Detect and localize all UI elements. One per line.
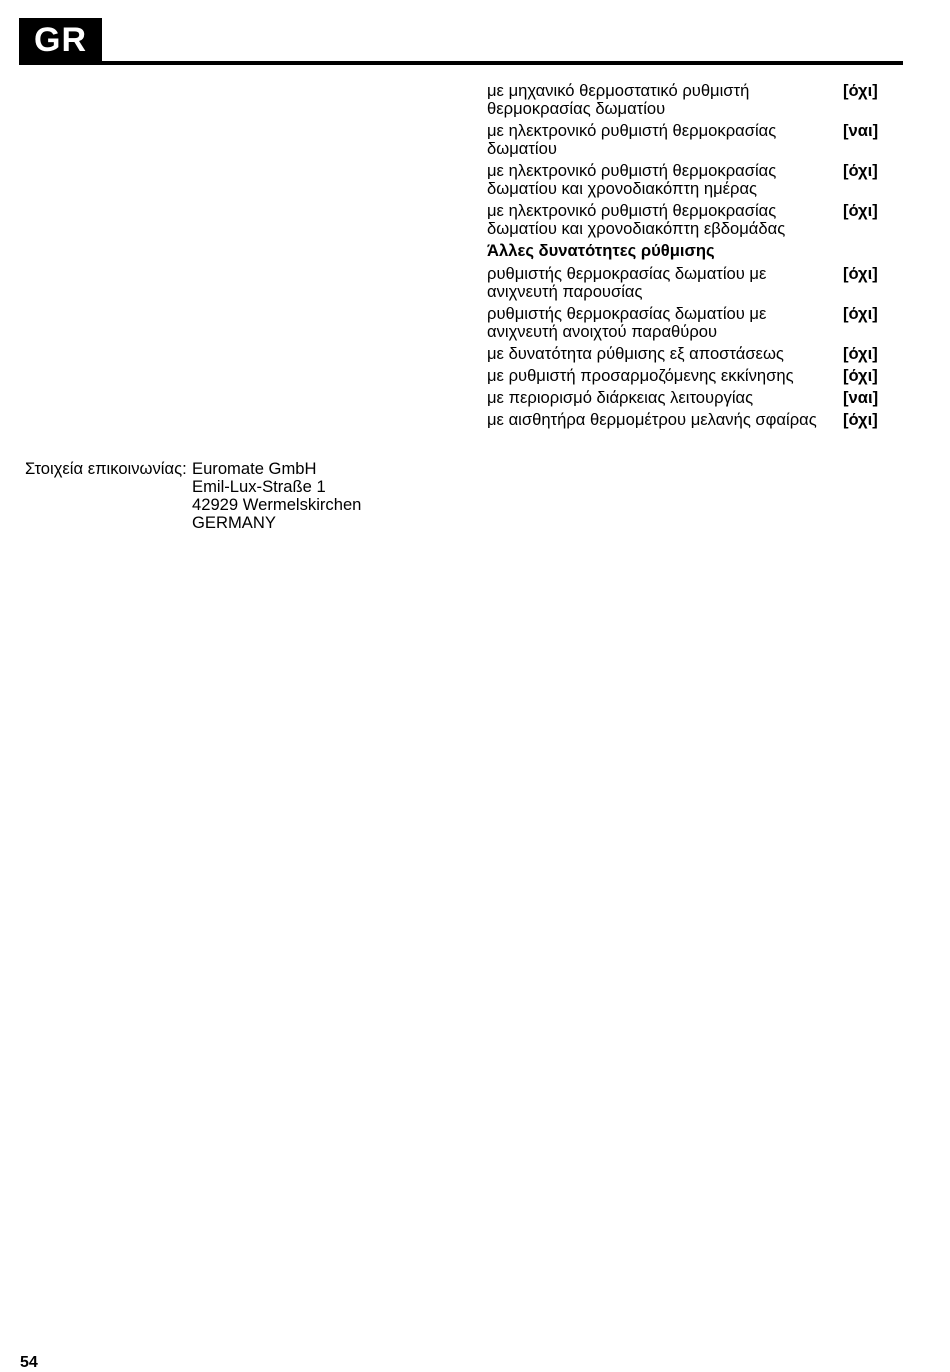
feature-label: με δυνατότητα ρύθμισης εξ αποστάσεως [487, 344, 784, 363]
feature-value: [όχι] [843, 304, 878, 323]
feature-row [487, 367, 887, 385]
feature-value: [όχι] [843, 81, 878, 100]
feature-label: με ηλεκτρονικό ρυθμιστή θερμοκρασίας δωματίου [487, 121, 777, 158]
contact-details [25, 460, 361, 532]
feature-row [487, 411, 887, 429]
feature-label: με ρυθμιστή προσαρμοζόμενης εκκίνησης [487, 366, 794, 385]
section-heading: Άλλες δυνατότητες ρύθμισης [487, 241, 715, 260]
feature-label: με ηλεκτρονικό ρυθμιστή θερμοκρασίας δωματίου και χρονοδιακόπτη ημέρας [487, 161, 777, 198]
feature-label: με αισθητήρα θερμομέτρου μελανής σφαίρας [487, 410, 817, 429]
feature-label: ρυθμιστής θερμοκρασίας δωματίου με ανιχνευτή παρουσίας [487, 264, 767, 301]
header-rule [19, 61, 903, 65]
feature-row [487, 162, 887, 198]
feature-value: [όχι] [843, 161, 878, 180]
control-features-list [487, 82, 887, 433]
feature-label: με μηχανικό θερμοστατικό ρυθμιστή θερμοκρασίας δωματίου [487, 81, 750, 118]
feature-row [487, 202, 887, 238]
feature-row [487, 389, 887, 407]
contact-company: Euromate GmbH [192, 459, 317, 478]
page-number: 54 [20, 1354, 38, 1371]
feature-value: [όχι] [843, 344, 878, 363]
feature-value: [όχι] [843, 410, 878, 429]
feature-row [487, 305, 887, 341]
feature-value: [όχι] [843, 201, 878, 220]
feature-row [487, 122, 887, 158]
contact-city: 42929 Wermelskirchen [192, 495, 362, 514]
feature-label: ρυθμιστής θερμοκρασίας δωματίου με ανιχνευτή ανοιχτού παραθύρου [487, 304, 767, 341]
feature-value: [ναι] [843, 121, 879, 140]
contact-country: GERMANY [192, 513, 276, 532]
contact-label: Στοιχεία επικοινωνίας: [25, 459, 187, 478]
feature-row [487, 82, 887, 118]
contact-street: Emil-Lux-Straße 1 [192, 477, 326, 496]
feature-row [487, 345, 887, 363]
feature-value: [όχι] [843, 264, 878, 283]
language-badge: GR [19, 18, 102, 63]
feature-row [487, 265, 887, 301]
feature-label: με ηλεκτρονικό ρυθμιστή θερμοκρασίας δωματίου και χρονοδιακόπτη εβδομάδας [487, 201, 786, 238]
feature-value: [ναι] [843, 388, 879, 407]
contact-address [192, 460, 361, 532]
feature-label: με περιορισμό διάρκειας λειτουργίας [487, 388, 754, 407]
feature-value: [όχι] [843, 366, 878, 385]
